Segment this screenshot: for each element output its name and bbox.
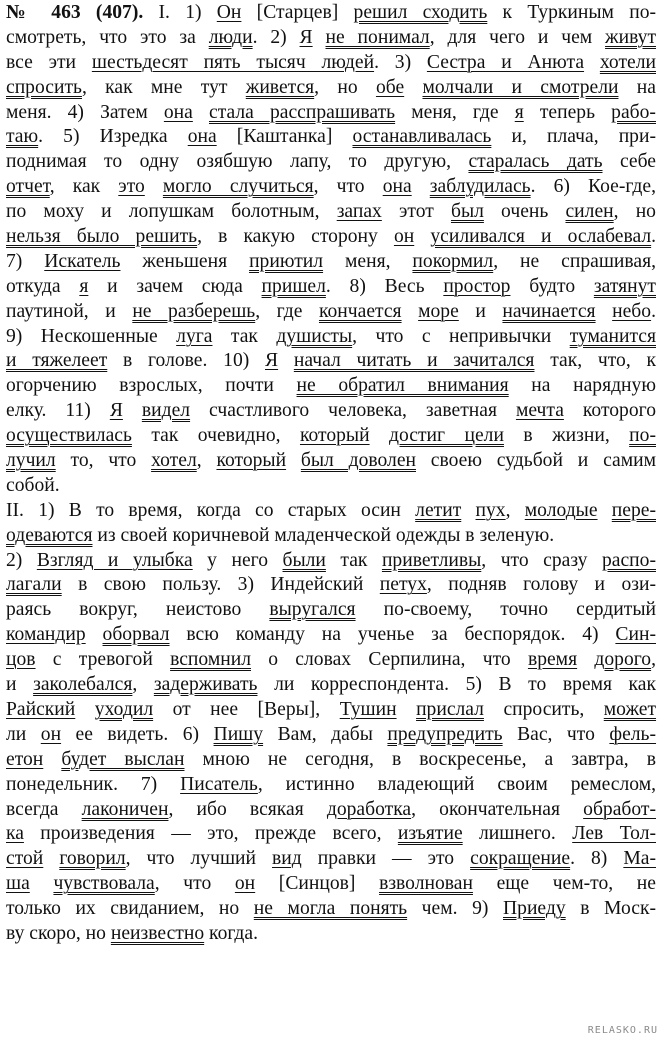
predicate-text: решил сходить <box>353 2 488 23</box>
text-segment: . 6) Кое-где, <box>530 176 656 198</box>
subject-text: стой <box>6 848 44 870</box>
text-segment: по моху и лопушкам болотным, <box>6 201 337 223</box>
subject-text: молодые <box>524 499 598 521</box>
subject-text: Тушин <box>339 698 397 720</box>
text-segment: так очевидно, <box>131 425 300 447</box>
text-line <box>6 250 656 275</box>
text-segment: откуда <box>6 275 80 297</box>
text-segment: , <box>132 674 154 696</box>
text-line <box>6 449 656 474</box>
subject-text: Я <box>299 26 313 48</box>
predicate-text: усиливался и ослабевал <box>430 226 652 248</box>
text-segment: ли корреспондента. 5) В то время как <box>257 674 657 696</box>
text-line <box>6 922 656 947</box>
predicate-text: не могла понять <box>253 898 408 920</box>
text-segment: , <box>505 499 525 521</box>
subject-text: запах <box>336 201 382 223</box>
subject-text: она <box>187 126 217 148</box>
predicate-text: были <box>282 549 326 571</box>
text-segment: очень <box>483 201 566 223</box>
text-segment: на <box>618 76 656 98</box>
text-line <box>6 723 656 748</box>
subject-text: она <box>382 176 412 198</box>
text-segment: I. 1) <box>143 2 217 23</box>
predicate-text: вспомнил <box>170 649 251 671</box>
predicate-text: стала расспрашивать <box>209 101 396 123</box>
text-segment: ву скоро, но <box>6 922 111 944</box>
text-segment: все эти <box>6 51 92 73</box>
predicate-text: не обратил внимания <box>296 375 509 397</box>
subject-text: обе <box>375 76 405 98</box>
text-segment: , в какую сторону <box>197 226 394 248</box>
text-segment: своею судьбой и самим <box>416 450 656 472</box>
text-line <box>6 499 656 524</box>
exercise-number: № 463 (407). <box>6 2 144 23</box>
text-line <box>6 598 656 623</box>
text-segment: , что <box>313 176 383 198</box>
predicate-text: был <box>450 201 484 223</box>
predicate-text: оборвал <box>102 624 170 646</box>
text-segment: смотреть, что это за <box>6 26 209 48</box>
text-segment: еще чем-то, не <box>472 873 656 895</box>
text-segment <box>596 301 613 322</box>
text-segment: елку. 11) <box>6 400 110 422</box>
text-segment <box>577 649 594 670</box>
text-segment: 7) <box>6 250 45 272</box>
text-segment: [Каштанка] <box>216 126 353 148</box>
text-segment: раясь вокруг, неистово <box>6 599 270 621</box>
text-segment: паутиной, и <box>6 300 133 322</box>
text-line <box>6 474 656 499</box>
text-segment: собой. <box>6 474 60 496</box>
text-segment: и зачем сюда <box>88 275 262 297</box>
text-segment: , как мне тут <box>81 76 246 98</box>
text-segment: . 8) <box>570 848 624 870</box>
predicate-text: спросить <box>6 76 82 98</box>
text-segment <box>461 500 475 521</box>
text-line <box>6 424 656 449</box>
subject-text: это <box>118 176 145 198</box>
predicate-text: изъятие <box>397 823 463 845</box>
text-line <box>6 549 656 574</box>
text-line <box>6 225 656 250</box>
predicate-text: неизвестно <box>110 922 205 944</box>
subject-text: пух <box>475 499 506 521</box>
text-segment: [Старцев] <box>241 2 354 23</box>
predicate-text: отчет <box>6 176 50 198</box>
text-line <box>6 399 656 424</box>
text-segment <box>123 400 142 421</box>
text-segment <box>43 749 61 770</box>
text-segment: меня, где <box>395 101 515 123</box>
text-line <box>6 623 656 648</box>
text-line <box>6 1 656 26</box>
text-segment: по-своему, точно сердитый <box>355 599 656 621</box>
text-segment <box>402 301 419 322</box>
text-segment: 2) <box>6 549 37 571</box>
text-segment: . 5) Изредка <box>38 126 188 148</box>
watermark: RELASKO.RU <box>587 1025 658 1036</box>
text-segment <box>412 176 430 197</box>
predicate-text: уходил <box>94 698 154 720</box>
text-segment <box>30 873 54 894</box>
subject-text: я <box>514 101 524 123</box>
text-segment: . 2) <box>252 26 300 48</box>
text-segment: у него <box>192 549 283 571</box>
text-line <box>6 798 656 823</box>
text-segment <box>86 624 103 645</box>
subject-text: вид <box>272 848 302 870</box>
predicate-text: останавливалась <box>352 126 492 148</box>
predicate-text: будет выслан <box>61 748 185 770</box>
text-segment: меня, <box>323 250 413 272</box>
text-segment: будто <box>510 275 594 297</box>
subject-text: петух <box>379 574 427 596</box>
subject-text: етон <box>6 748 44 770</box>
text-segment: в жизни, <box>503 425 630 447</box>
text-segment: всегда <box>6 798 82 820</box>
subject-text: мечта <box>515 400 564 422</box>
predicate-text: рабо- <box>611 101 656 123</box>
text-segment: так <box>325 549 382 571</box>
predicate-text: хотели <box>599 51 656 73</box>
predicate-text: говорил <box>59 848 126 870</box>
text-segment: мною не сегодня, в воскресенье, а завтра, в <box>184 748 656 770</box>
predicate-text: начал читать и зачитался <box>293 350 535 372</box>
subject-text: Он <box>216 2 242 23</box>
text-line <box>6 150 656 175</box>
subject-text: цов <box>6 649 36 671</box>
text-segment: поднимая то одну озябшую лапу, то другую, <box>6 151 469 173</box>
text-segment: , <box>651 649 656 671</box>
predicate-text: сокращение <box>470 848 571 870</box>
text-segment: , <box>196 450 217 472</box>
text-line <box>6 822 656 847</box>
text-segment <box>286 450 301 471</box>
text-line <box>6 200 656 225</box>
text-segment <box>584 52 600 73</box>
text-line <box>6 698 656 723</box>
predicate-text: молчали и смотрели <box>422 76 619 98</box>
text-segment: этот <box>381 201 451 223</box>
text-segment <box>397 699 417 720</box>
predicate-text: приютил <box>249 250 324 272</box>
predicate-text: могло случиться <box>162 176 314 198</box>
text-segment: себе <box>602 151 656 173</box>
predicate-text: лагали <box>6 574 62 596</box>
text-line <box>6 51 656 76</box>
predicate-text: старалась дать <box>468 151 603 173</box>
predicate-text: душисты <box>276 325 353 347</box>
text-segment: II. 1) В то время, когда со старых осин <box>6 499 416 521</box>
text-line <box>6 748 656 773</box>
subject-text: Райский <box>6 698 76 720</box>
subject-text: время <box>527 649 578 671</box>
text-segment: , но <box>314 76 376 98</box>
predicate-text: распо- <box>601 549 656 571</box>
text-segment: , что <box>154 873 235 895</box>
text-segment <box>370 425 389 446</box>
text-line <box>6 524 656 549</box>
text-segment: , истинно владеющий своим ремеслом, <box>257 773 656 795</box>
text-line <box>6 76 656 101</box>
predicate-text: был доволен <box>300 450 416 472</box>
predicate-text: не разберешь <box>132 300 256 322</box>
text-segment: , как <box>49 176 119 198</box>
text-segment <box>313 27 326 48</box>
predicate-text: покормил <box>412 250 494 272</box>
text-line <box>6 300 656 325</box>
text-segment: , что лучший <box>125 848 273 870</box>
text-segment <box>75 699 95 720</box>
subject-text: он <box>393 226 415 248</box>
text-segment: . <box>651 226 657 248</box>
subject-text: луга <box>176 325 213 347</box>
text-line <box>6 125 656 150</box>
subject-text: который <box>216 450 287 472</box>
predicate-text: начинается <box>502 300 596 322</box>
text-segment <box>278 350 294 371</box>
text-segment: . 8) Весь <box>325 275 444 297</box>
text-segment: всю команду на ученье за беспорядок. 4) <box>169 624 616 646</box>
text-segment: [Синцов] <box>255 873 380 895</box>
subject-text: шестьдесят пять тысяч людей <box>91 51 375 73</box>
text-segment: когда. <box>204 922 259 944</box>
predicate-text: хотел <box>151 450 197 472</box>
text-segment: от нее [Веры], <box>153 698 340 720</box>
text-line <box>6 349 656 374</box>
text-segment: , что сразу <box>481 549 602 571</box>
text-line <box>6 673 656 698</box>
text-segment <box>43 848 59 869</box>
subject-text: Лев Тол- <box>572 823 656 845</box>
predicate-text: живется <box>245 76 315 98</box>
text-segment <box>414 226 430 247</box>
predicate-text: затянут <box>593 275 656 297</box>
predicate-text: взволнован <box>379 873 473 895</box>
text-segment: , окончательная <box>411 798 584 820</box>
text-segment: счастливого человека, заветная <box>190 400 516 422</box>
predicate-text: одеваются <box>6 524 93 546</box>
text-segment: только их свиданием, но <box>6 898 254 920</box>
text-line <box>6 648 656 673</box>
predicate-text: задерживать <box>153 674 258 696</box>
text-segment: 9) Нескошенные <box>6 325 177 347</box>
text-segment: в голове. 10) <box>107 350 266 372</box>
text-line <box>6 847 656 872</box>
subject-text: море <box>418 300 459 322</box>
predicate-text: предупредить <box>387 723 503 745</box>
text-segment: . 3) <box>374 51 427 73</box>
predicate-text: Пишу <box>213 723 264 745</box>
text-segment: и <box>6 674 34 696</box>
subject-text: командир <box>6 624 86 646</box>
predicate-text: нельзя было решить <box>6 226 198 248</box>
subject-text: Сестра и Анюта <box>426 51 585 73</box>
predicate-text: заколебался <box>33 674 133 696</box>
text-line <box>6 897 656 922</box>
subject-text: небо <box>612 300 652 322</box>
predicate-text: по- <box>629 425 656 447</box>
subject-text: Взгляд и улыбка <box>36 549 193 571</box>
predicate-text: кончается <box>318 300 402 322</box>
text-segment: огорчению взрослых, почти <box>6 375 297 397</box>
predicate-text: силен <box>565 201 614 223</box>
text-segment: с тревогой <box>35 649 171 671</box>
subject-text: простор <box>443 275 511 297</box>
text-line <box>6 872 656 897</box>
text-segment: , что с непривычки <box>352 325 570 347</box>
text-line <box>6 275 656 300</box>
predicate-text: не понимал <box>325 26 430 48</box>
subject-text: я <box>79 275 89 297</box>
subject-text: Я <box>265 350 279 372</box>
subject-text: он <box>234 873 256 895</box>
text-segment: произведения — это, прежде всего, <box>23 823 398 845</box>
subject-text: она <box>163 101 193 123</box>
predicate-text: и тяжелеет <box>6 350 108 372</box>
predicate-text: живут <box>605 26 657 48</box>
text-segment: в свою пользу. 3) Индейский <box>61 574 380 596</box>
predicate-text: люди <box>208 26 253 48</box>
subject-text: Я <box>109 400 123 422</box>
text-segment: . <box>651 300 656 322</box>
text-segment: Вам, дабы <box>263 723 388 745</box>
predicate-text: лаконичен <box>81 798 169 820</box>
predicate-text: Приеду <box>503 898 566 920</box>
text-line <box>6 374 656 399</box>
text-segment: к Туркиным по- <box>487 2 657 23</box>
subject-text: обработ- <box>583 798 656 820</box>
text-segment: ее видеть. 6) <box>61 723 214 745</box>
predicate-text: может <box>603 698 657 720</box>
text-line <box>6 325 656 350</box>
subject-text: Син- <box>615 624 656 646</box>
text-segment: и, плача, при- <box>491 126 656 148</box>
predicate-text: заблудилась <box>429 176 531 198</box>
predicate-text: прислал <box>416 698 484 720</box>
predicate-text: видел <box>141 400 191 422</box>
text-line <box>6 773 656 798</box>
text-line <box>6 101 656 126</box>
subject-text: Ма- <box>623 848 656 870</box>
text-line <box>6 175 656 200</box>
subject-text: фель- <box>609 723 657 745</box>
predicate-text: приветливы <box>381 549 482 571</box>
predicate-text: туманится <box>569 325 656 347</box>
predicate-text: чувствовала <box>53 873 155 895</box>
predicate-text: выругался <box>269 599 356 621</box>
text-segment: которого <box>563 400 656 422</box>
text-segment: Вас, что <box>502 723 610 745</box>
text-segment: спросить, <box>483 698 604 720</box>
text-segment: , где <box>255 300 319 322</box>
text-segment: так <box>212 325 277 347</box>
text-line <box>6 26 656 51</box>
text-segment: женьшеня <box>120 250 250 272</box>
text-segment: , но <box>613 201 656 223</box>
text-segment: , для чего и чем <box>429 26 606 48</box>
subject-text: он <box>40 723 62 745</box>
predicate-text: лучил <box>6 450 56 472</box>
text-segment: из своей коричневой младенческой одежды в зеленую. <box>92 524 555 546</box>
predicate-text: осуществилась <box>6 425 132 447</box>
predicate-text: пере- <box>611 499 656 521</box>
text-segment: ли <box>6 723 41 745</box>
subject-text: который <box>299 425 370 447</box>
text-segment: о словах Серпилина, что <box>250 649 528 671</box>
text-segment <box>598 500 612 521</box>
predicate-text: таю <box>6 126 39 148</box>
subject-text: ша <box>6 873 30 895</box>
text-segment: понедельник. 7) <box>6 773 181 795</box>
text-line <box>6 573 656 598</box>
predicate-text: летит <box>415 499 462 521</box>
text-segment <box>145 176 163 197</box>
text-segment: , подняв голову и ози- <box>426 574 656 596</box>
predicate-text: дорого <box>594 649 652 671</box>
text-segment: теперь <box>523 101 612 123</box>
text-segment: , ибо всякая <box>168 798 327 820</box>
text-segment: чем. 9) <box>407 898 503 920</box>
text-segment: в Моск- <box>565 898 656 920</box>
text-segment: то, что <box>55 450 152 472</box>
subject-text: ка <box>6 823 24 845</box>
text-segment: на нарядную <box>508 375 656 397</box>
text-segment: так, что, к <box>534 350 656 372</box>
subject-text: Писатель <box>180 773 258 795</box>
text-segment: , не спрашивая, <box>493 250 657 272</box>
text-segment <box>404 77 422 98</box>
text-segment <box>193 102 209 123</box>
predicate-text: пришел <box>261 275 326 297</box>
predicate-text: достиг цели <box>389 425 504 447</box>
text-segment: и <box>458 300 503 322</box>
text-segment: меня. 4) Затем <box>6 101 164 123</box>
subject-text: Искатель <box>44 250 121 272</box>
subject-text: доработка <box>326 798 412 820</box>
text-segment: правки — это <box>301 848 471 870</box>
text-segment: лишнего. <box>462 823 573 845</box>
